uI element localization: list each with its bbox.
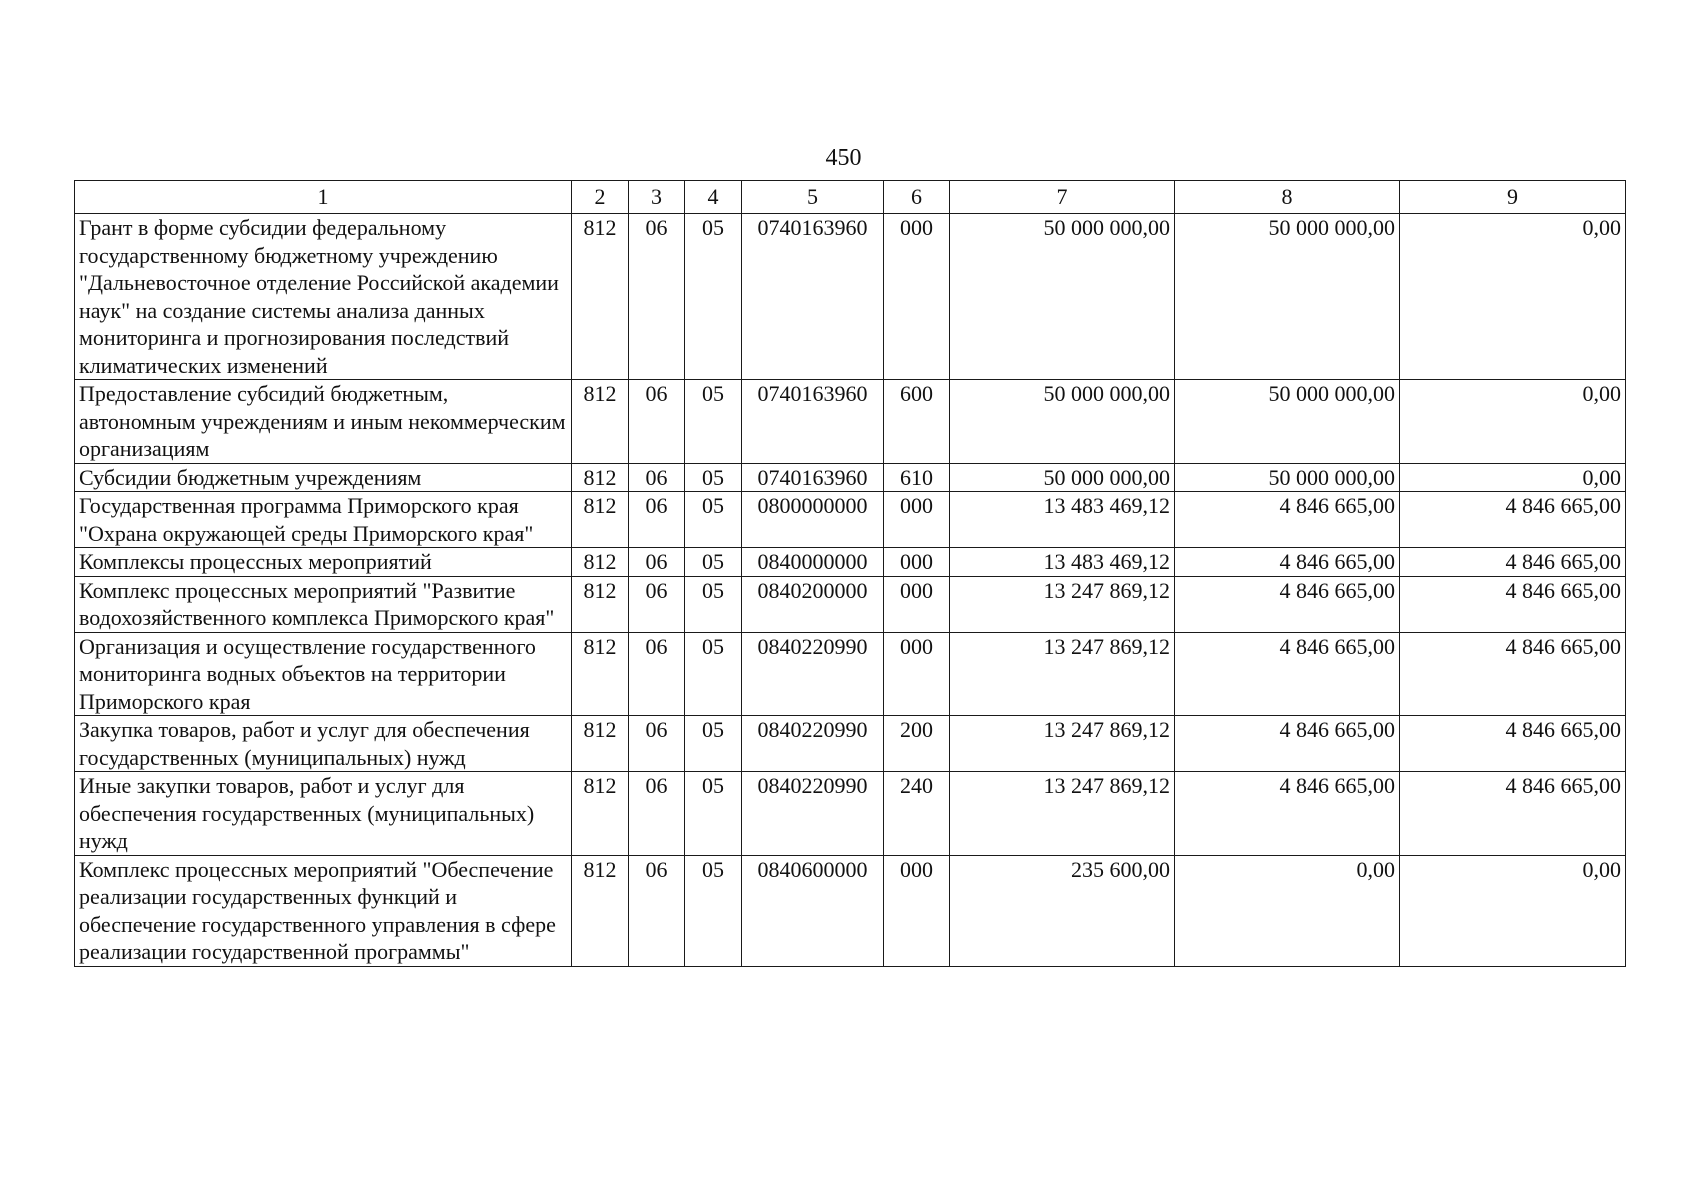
section-code-cell: 06 bbox=[629, 772, 685, 856]
column-header: 6 bbox=[884, 181, 950, 214]
column-header: 3 bbox=[629, 181, 685, 214]
expense-type-cell: 000 bbox=[884, 855, 950, 966]
column-header: 9 bbox=[1400, 181, 1626, 214]
target-article-cell: 0840220990 bbox=[742, 716, 884, 772]
table-row bbox=[75, 380, 1626, 464]
section-code-cell: 06 bbox=[629, 548, 685, 577]
subsection-code-cell: 05 bbox=[685, 463, 742, 492]
column-header: 5 bbox=[742, 181, 884, 214]
amount-col8-cell: 4 846 665,00 bbox=[1175, 716, 1400, 772]
amount-col7-cell: 50 000 000,00 bbox=[950, 380, 1175, 464]
subsection-code-cell: 05 bbox=[685, 772, 742, 856]
page-number: 450 bbox=[825, 145, 862, 171]
expense-name-cell: Комплекс процессных мероприятий "Развитие водохозяйственного комплекса Приморского края" bbox=[75, 576, 572, 632]
ministry-code-cell: 812 bbox=[572, 855, 629, 966]
amount-col9-cell: 4 846 665,00 bbox=[1400, 492, 1626, 548]
column-header: 4 bbox=[685, 181, 742, 214]
expense-type-cell: 200 bbox=[884, 716, 950, 772]
section-code-cell: 06 bbox=[629, 492, 685, 548]
expense-name-cell: Предоставление субсидий бюджетным, автономным учреждениям и иным некоммерческим организациям bbox=[75, 380, 572, 464]
target-article-cell: 0840600000 bbox=[742, 855, 884, 966]
section-code-cell: 06 bbox=[629, 463, 685, 492]
section-code-cell: 06 bbox=[629, 855, 685, 966]
amount-col7-cell: 13 483 469,12 bbox=[950, 548, 1175, 577]
amount-col8-cell: 50 000 000,00 bbox=[1175, 380, 1400, 464]
amount-col8-cell: 4 846 665,00 bbox=[1175, 632, 1400, 716]
expense-name-cell: Государственная программа Приморского края "Охрана окружающей среды Приморского края" bbox=[75, 492, 572, 548]
subsection-code-cell: 05 bbox=[685, 214, 742, 380]
subsection-code-cell: 05 bbox=[685, 632, 742, 716]
subsection-code-cell: 05 bbox=[685, 855, 742, 966]
ministry-code-cell: 812 bbox=[572, 492, 629, 548]
table-row bbox=[75, 772, 1626, 856]
amount-col9-cell: 0,00 bbox=[1400, 214, 1626, 380]
amount-col7-cell: 13 247 869,12 bbox=[950, 716, 1175, 772]
expense-name-cell: Организация и осуществление государственного мониторинга водных объектов на территории Приморского края bbox=[75, 632, 572, 716]
target-article-cell: 0800000000 bbox=[742, 492, 884, 548]
ministry-code-cell: 812 bbox=[572, 463, 629, 492]
amount-col7-cell: 13 247 869,12 bbox=[950, 772, 1175, 856]
table-row bbox=[75, 576, 1626, 632]
table-row bbox=[75, 492, 1626, 548]
amount-col9-cell: 4 846 665,00 bbox=[1400, 772, 1626, 856]
table-body bbox=[75, 214, 1626, 967]
table-row bbox=[75, 855, 1626, 966]
ministry-code-cell: 812 bbox=[572, 214, 629, 380]
ministry-code-cell: 812 bbox=[572, 772, 629, 856]
ministry-code-cell: 812 bbox=[572, 716, 629, 772]
amount-col7-cell: 235 600,00 bbox=[950, 855, 1175, 966]
amount-col8-cell: 4 846 665,00 bbox=[1175, 492, 1400, 548]
amount-col9-cell: 4 846 665,00 bbox=[1400, 576, 1626, 632]
expense-type-cell: 000 bbox=[884, 492, 950, 548]
column-header: 8 bbox=[1175, 181, 1400, 214]
amount-col9-cell: 4 846 665,00 bbox=[1400, 716, 1626, 772]
subsection-code-cell: 05 bbox=[685, 716, 742, 772]
target-article-cell: 0840200000 bbox=[742, 576, 884, 632]
subsection-code-cell: 05 bbox=[685, 380, 742, 464]
ministry-code-cell: 812 bbox=[572, 380, 629, 464]
expense-name-cell: Комплексы процессных мероприятий bbox=[75, 548, 572, 577]
amount-col9-cell: 0,00 bbox=[1400, 855, 1626, 966]
amount-col9-cell: 4 846 665,00 bbox=[1400, 548, 1626, 577]
amount-col7-cell: 13 247 869,12 bbox=[950, 632, 1175, 716]
amount-col8-cell: 50 000 000,00 bbox=[1175, 463, 1400, 492]
amount-col8-cell: 4 846 665,00 bbox=[1175, 576, 1400, 632]
amount-col7-cell: 13 247 869,12 bbox=[950, 576, 1175, 632]
expense-type-cell: 000 bbox=[884, 548, 950, 577]
budget-table bbox=[74, 180, 1626, 967]
target-article-cell: 0740163960 bbox=[742, 463, 884, 492]
amount-col8-cell: 4 846 665,00 bbox=[1175, 548, 1400, 577]
expense-type-cell: 610 bbox=[884, 463, 950, 492]
expense-type-cell: 000 bbox=[884, 576, 950, 632]
amount-col7-cell: 50 000 000,00 bbox=[950, 463, 1175, 492]
amount-col9-cell: 0,00 bbox=[1400, 463, 1626, 492]
subsection-code-cell: 05 bbox=[685, 492, 742, 548]
subsection-code-cell: 05 bbox=[685, 576, 742, 632]
expense-name-cell: Закупка товаров, работ и услуг для обеспечения государственных (муниципальных) нужд bbox=[75, 716, 572, 772]
section-code-cell: 06 bbox=[629, 632, 685, 716]
column-header: 2 bbox=[572, 181, 629, 214]
amount-col8-cell: 50 000 000,00 bbox=[1175, 214, 1400, 380]
expense-type-cell: 600 bbox=[884, 380, 950, 464]
section-code-cell: 06 bbox=[629, 380, 685, 464]
expense-name-cell: Грант в форме субсидии федеральному государственному бюджетному учреждению "Дальневосточное отделение Российской академии наук" на создание системы анализа данных мониторинга и прогнозирования последствий климатических изменений bbox=[75, 214, 572, 380]
expense-name-cell: Иные закупки товаров, работ и услуг для обеспечения государственных (муниципальных) нужд bbox=[75, 772, 572, 856]
table-row bbox=[75, 632, 1626, 716]
section-code-cell: 06 bbox=[629, 214, 685, 380]
table-row bbox=[75, 548, 1626, 577]
section-code-cell: 06 bbox=[629, 716, 685, 772]
target-article-cell: 0740163960 bbox=[742, 214, 884, 380]
table-row bbox=[75, 214, 1626, 380]
table-row bbox=[75, 463, 1626, 492]
target-article-cell: 0740163960 bbox=[742, 380, 884, 464]
ministry-code-cell: 812 bbox=[572, 632, 629, 716]
table-row bbox=[75, 716, 1626, 772]
amount-col7-cell: 50 000 000,00 bbox=[950, 214, 1175, 380]
column-header: 1 bbox=[75, 181, 572, 214]
expense-type-cell: 240 bbox=[884, 772, 950, 856]
expense-name-cell: Субсидии бюджетным учреждениям bbox=[75, 463, 572, 492]
section-code-cell: 06 bbox=[629, 576, 685, 632]
target-article-cell: 0840220990 bbox=[742, 772, 884, 856]
amount-col9-cell: 0,00 bbox=[1400, 380, 1626, 464]
subsection-code-cell: 05 bbox=[685, 548, 742, 577]
expense-name-cell: Комплекс процессных мероприятий "Обеспечение реализации государственных функций и обеспечение государственного управления в сфере реализации государственной программы" bbox=[75, 855, 572, 966]
ministry-code-cell: 812 bbox=[572, 548, 629, 577]
column-header-row bbox=[75, 181, 1626, 214]
column-header: 7 bbox=[950, 181, 1175, 214]
expense-type-cell: 000 bbox=[884, 632, 950, 716]
amount-col8-cell: 0,00 bbox=[1175, 855, 1400, 966]
amount-col8-cell: 4 846 665,00 bbox=[1175, 772, 1400, 856]
expense-type-cell: 000 bbox=[884, 214, 950, 380]
ministry-code-cell: 812 bbox=[572, 576, 629, 632]
target-article-cell: 0840000000 bbox=[742, 548, 884, 577]
target-article-cell: 0840220990 bbox=[742, 632, 884, 716]
amount-col9-cell: 4 846 665,00 bbox=[1400, 632, 1626, 716]
amount-col7-cell: 13 483 469,12 bbox=[950, 492, 1175, 548]
